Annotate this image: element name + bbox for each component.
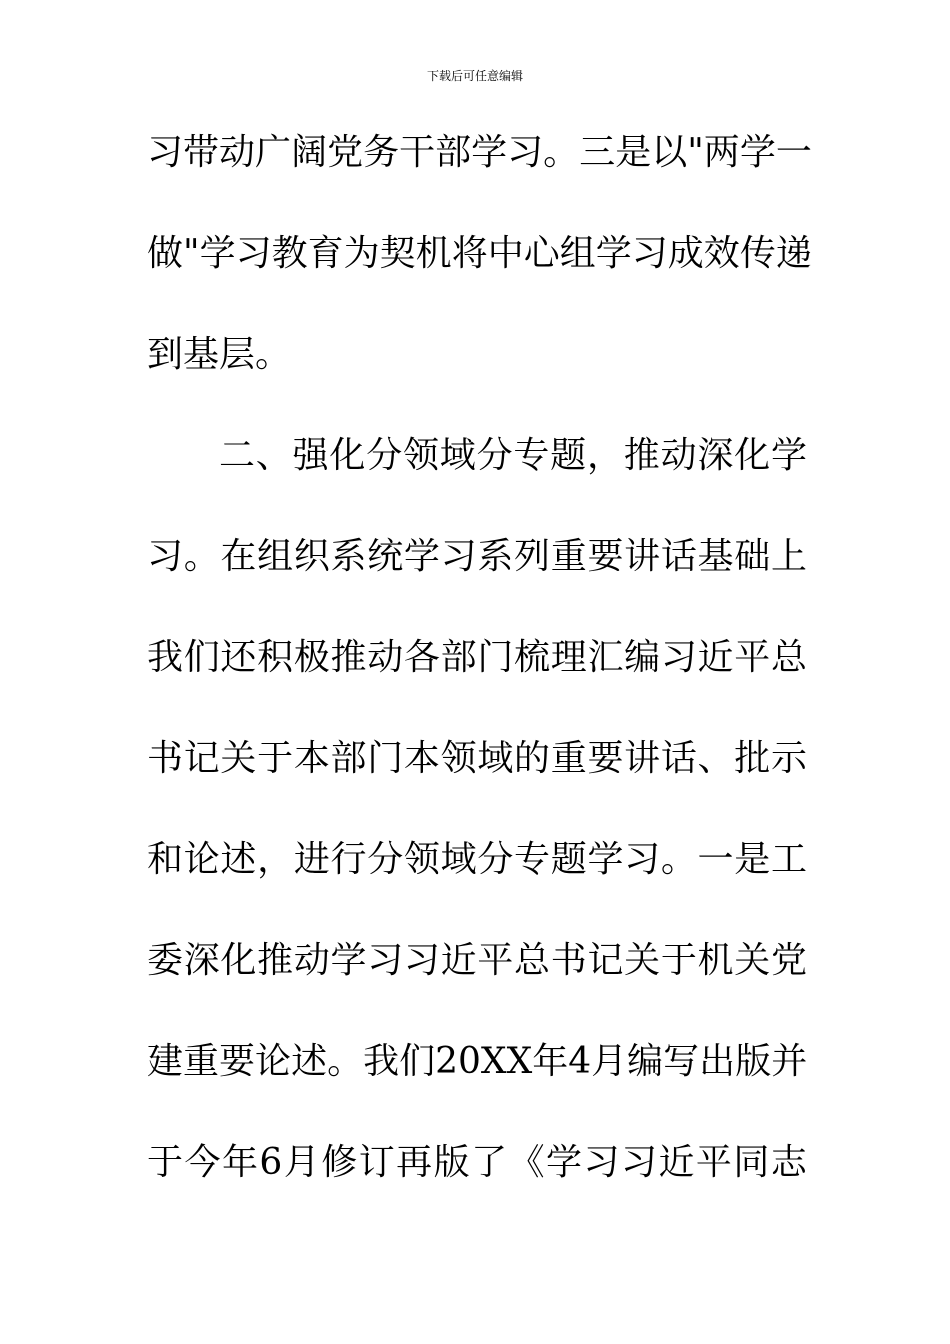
text-line: 和 论 述 ， 进 行 分 领 域 分 专 题 学 习 。 一 是 工 xyxy=(147,839,807,880)
text-line: 我 们 还 积 极 推 动 各 部 门 梳 理 汇 编 习 近 平 总 xyxy=(147,637,807,678)
text-line: 做 " 学 习 教 育 为 契 机 将 中 心 组 学 习 成 效 传 递 xyxy=(147,233,812,274)
text-line: 到基层。 xyxy=(147,334,292,375)
text-line-paragraph-start: 二 、 强 化 分 领 域 分 专 题 ， 推 动 深 化 学 xyxy=(219,435,807,476)
text-line: 委 深 化 推 动 学 习 习 近 平 总 书 记 关 于 机 关 党 xyxy=(147,940,807,981)
text-line: 习 带 动 广 阔 党 务 干 部 学 习 。 三 是 以 " 两 学 一 xyxy=(147,132,812,173)
text-line: 建 重 要 论 述 。 我 们 20XX 年 4 月 编 写 出 版 并 xyxy=(147,1041,808,1082)
text-line: 于 今 年 6 月 修 订 再 版 了 《 学 习 习 近 平 同 志 xyxy=(147,1142,807,1183)
document-body xyxy=(147,123,812,1234)
header-note: 下载后可任意编辑 xyxy=(426,69,523,83)
text-line: 习 。 在 组 织 系 统 学 习 系 列 重 要 讲 话 基 础 上 xyxy=(147,536,807,577)
text-line: 书 记 关 于 本 部 门 本 领 域 的 重 要 讲 话 、 批 示 xyxy=(147,738,807,779)
